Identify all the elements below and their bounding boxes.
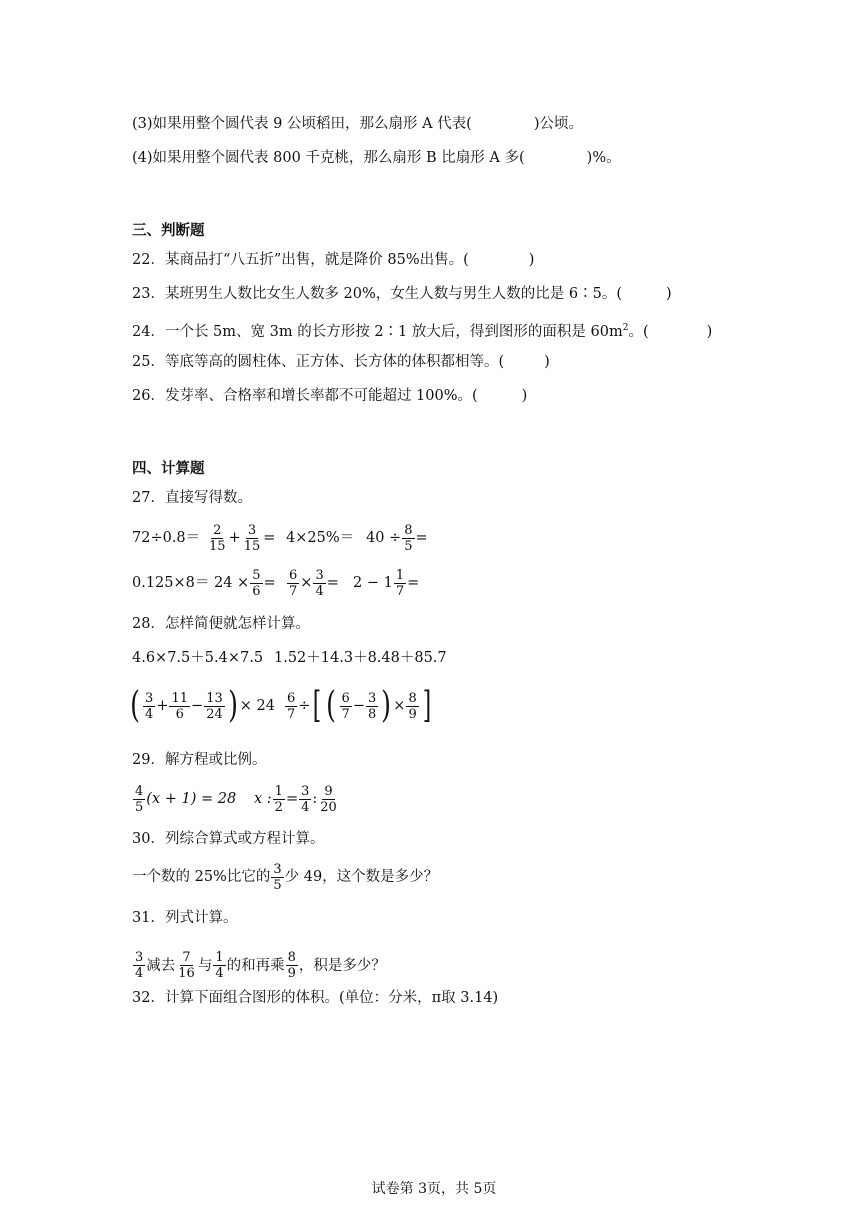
fraction: $\frac{3}{8}$ [367,690,377,722]
question-31-prompt: 31．列式计算。 [132,910,238,926]
q28-expr-2: 1.52＋14.3＋8.48＋85.7 [274,650,447,666]
fraction: $\frac{13}{24}$ [206,690,223,722]
fraction: $\frac{2}{15}$ [209,522,226,554]
q28-expr-3: ( $\frac{3}{4}$ + $\frac{11}{6}$ − $\frac{13}{24}$ ) × 24 [130,685,275,726]
fraction: $\frac{3}{15}$ [243,522,261,554]
q21-item-3: (3)如果用整个圆代表 9 公顷稻田，那么扇形 A 代表( )公顷。 [132,116,583,132]
fraction: $\frac{8}{5}$ [404,522,413,554]
q27-item-h: 2 − 1 $\frac{1}{7}$ = [353,567,420,599]
section-3-title: 三、判断题 [132,222,205,239]
q27-item-c: 4×25%＝ [286,530,355,546]
fraction: $\frac{3}{4}$ [315,567,324,599]
q27-item-a: 72÷0.8＝ [132,530,201,546]
fraction: $\frac{7}{16}$ [178,950,195,981]
fraction: $\frac{9}{20}$ [320,783,337,815]
fraction: $\frac{6}{7}$ [341,690,350,722]
question-32-prompt: 32．计算下面组合图形的体积。(单位：分米，π取 3.14) [132,990,499,1006]
section-4-title: 四、计算题 [132,460,205,477]
fraction: $\frac{3}{5}$ [273,861,282,893]
q27-item-b: $\frac{2}{15}$ + $\frac{3}{15}$ = [209,522,276,554]
question-28-prompt: 28．怎样简便就怎样计算。 [132,616,310,632]
fraction: $\frac{6}{7}$ [287,690,296,722]
fraction: $\frac{1}{7}$ [395,567,405,599]
fraction: $\frac{11}{6}$ [171,690,189,722]
q27-item-d: 40 ÷ $\frac{8}{5}$ = [366,522,428,554]
q28-expr-1: 4.6×7.5＋5.4×7.5 [132,650,264,666]
fraction: $\frac{1}{2}$ [274,783,283,815]
q29-equation-2: x : $\frac{1}{2}$ = $\frac{3}{4}$ : $\frac{9}{20}$ [254,783,337,815]
q27-item-g: $\frac{6}{7}$ × $\frac{3}{4}$ = [289,567,339,599]
fraction: $\frac{4}{5}$ [135,783,144,815]
question-24: 24．一个长 5m、宽 3m 的长方形按 2∶1 放大后，得到图形的面积是 $60m^2$。( ) [132,323,713,340]
q28-expr-4: $\frac{6}{7}$ ÷ [ ( $\frac{6}{7}$ − $\frac{3}{8}$ ) × $\frac{8}{9}$ ] [287,685,431,726]
question-30-prompt: 30．列综合算式或方程计算。 [132,831,325,847]
q30-problem: 一个数的 25%比它的 $\frac{3}{5}$ 少 49，这个数是多少？ [132,861,439,893]
question-29-prompt: 29．解方程或比例。 [132,752,267,768]
fraction: $\frac{8}{9}$ [287,950,296,981]
fraction: $\frac{3}{4}$ [301,783,310,815]
question-25: 25．等底等高的圆柱体、正方体、长方体的体积都相等。( ) [132,354,550,370]
question-22: 22．某商品打“八五折”出售，就是降价 85%出售。( ) [132,252,535,268]
fraction: $\frac{8}{9}$ [408,690,417,722]
fraction: $\frac{5}{6}$ [252,567,261,599]
q27-item-f: 24 × $\frac{5}{6}$ = [214,567,276,599]
question-23: 23．某班男生人数比女生人数多 20%，女生人数与男生人数的比是 6∶5。( ) [132,286,672,302]
question-27-prompt: 27．直接写得数。 [132,490,252,506]
fraction: $\frac{3}{4}$ [145,690,154,722]
q27-item-e: 0.125×8＝ [132,575,210,591]
q21-item-4: (4)如果用整个圆代表 800 千克桃，那么扇形 B 比扇形 A 多( )%。 [132,150,621,166]
q31-problem: $\frac{3}{4}$ 减去 $\frac{7}{16}$ 与 $\frac{1}{4}$ 的和再乘 $\frac{8}{9}$ ，积是多少？ [135,950,386,981]
fraction: $\frac{6}{7}$ [289,567,298,599]
question-26: 26．发芽率、合格率和增长率都不可能超过 100%。( ) [132,388,528,404]
q29-equation-1: $\frac{4}{5}$ (x + 1) = 28 [135,783,237,815]
fraction: $\frac{1}{4}$ [215,950,224,981]
fraction: $\frac{3}{4}$ [135,950,144,981]
page-footer: 试卷第 3页，共 5页 [371,1181,497,1197]
